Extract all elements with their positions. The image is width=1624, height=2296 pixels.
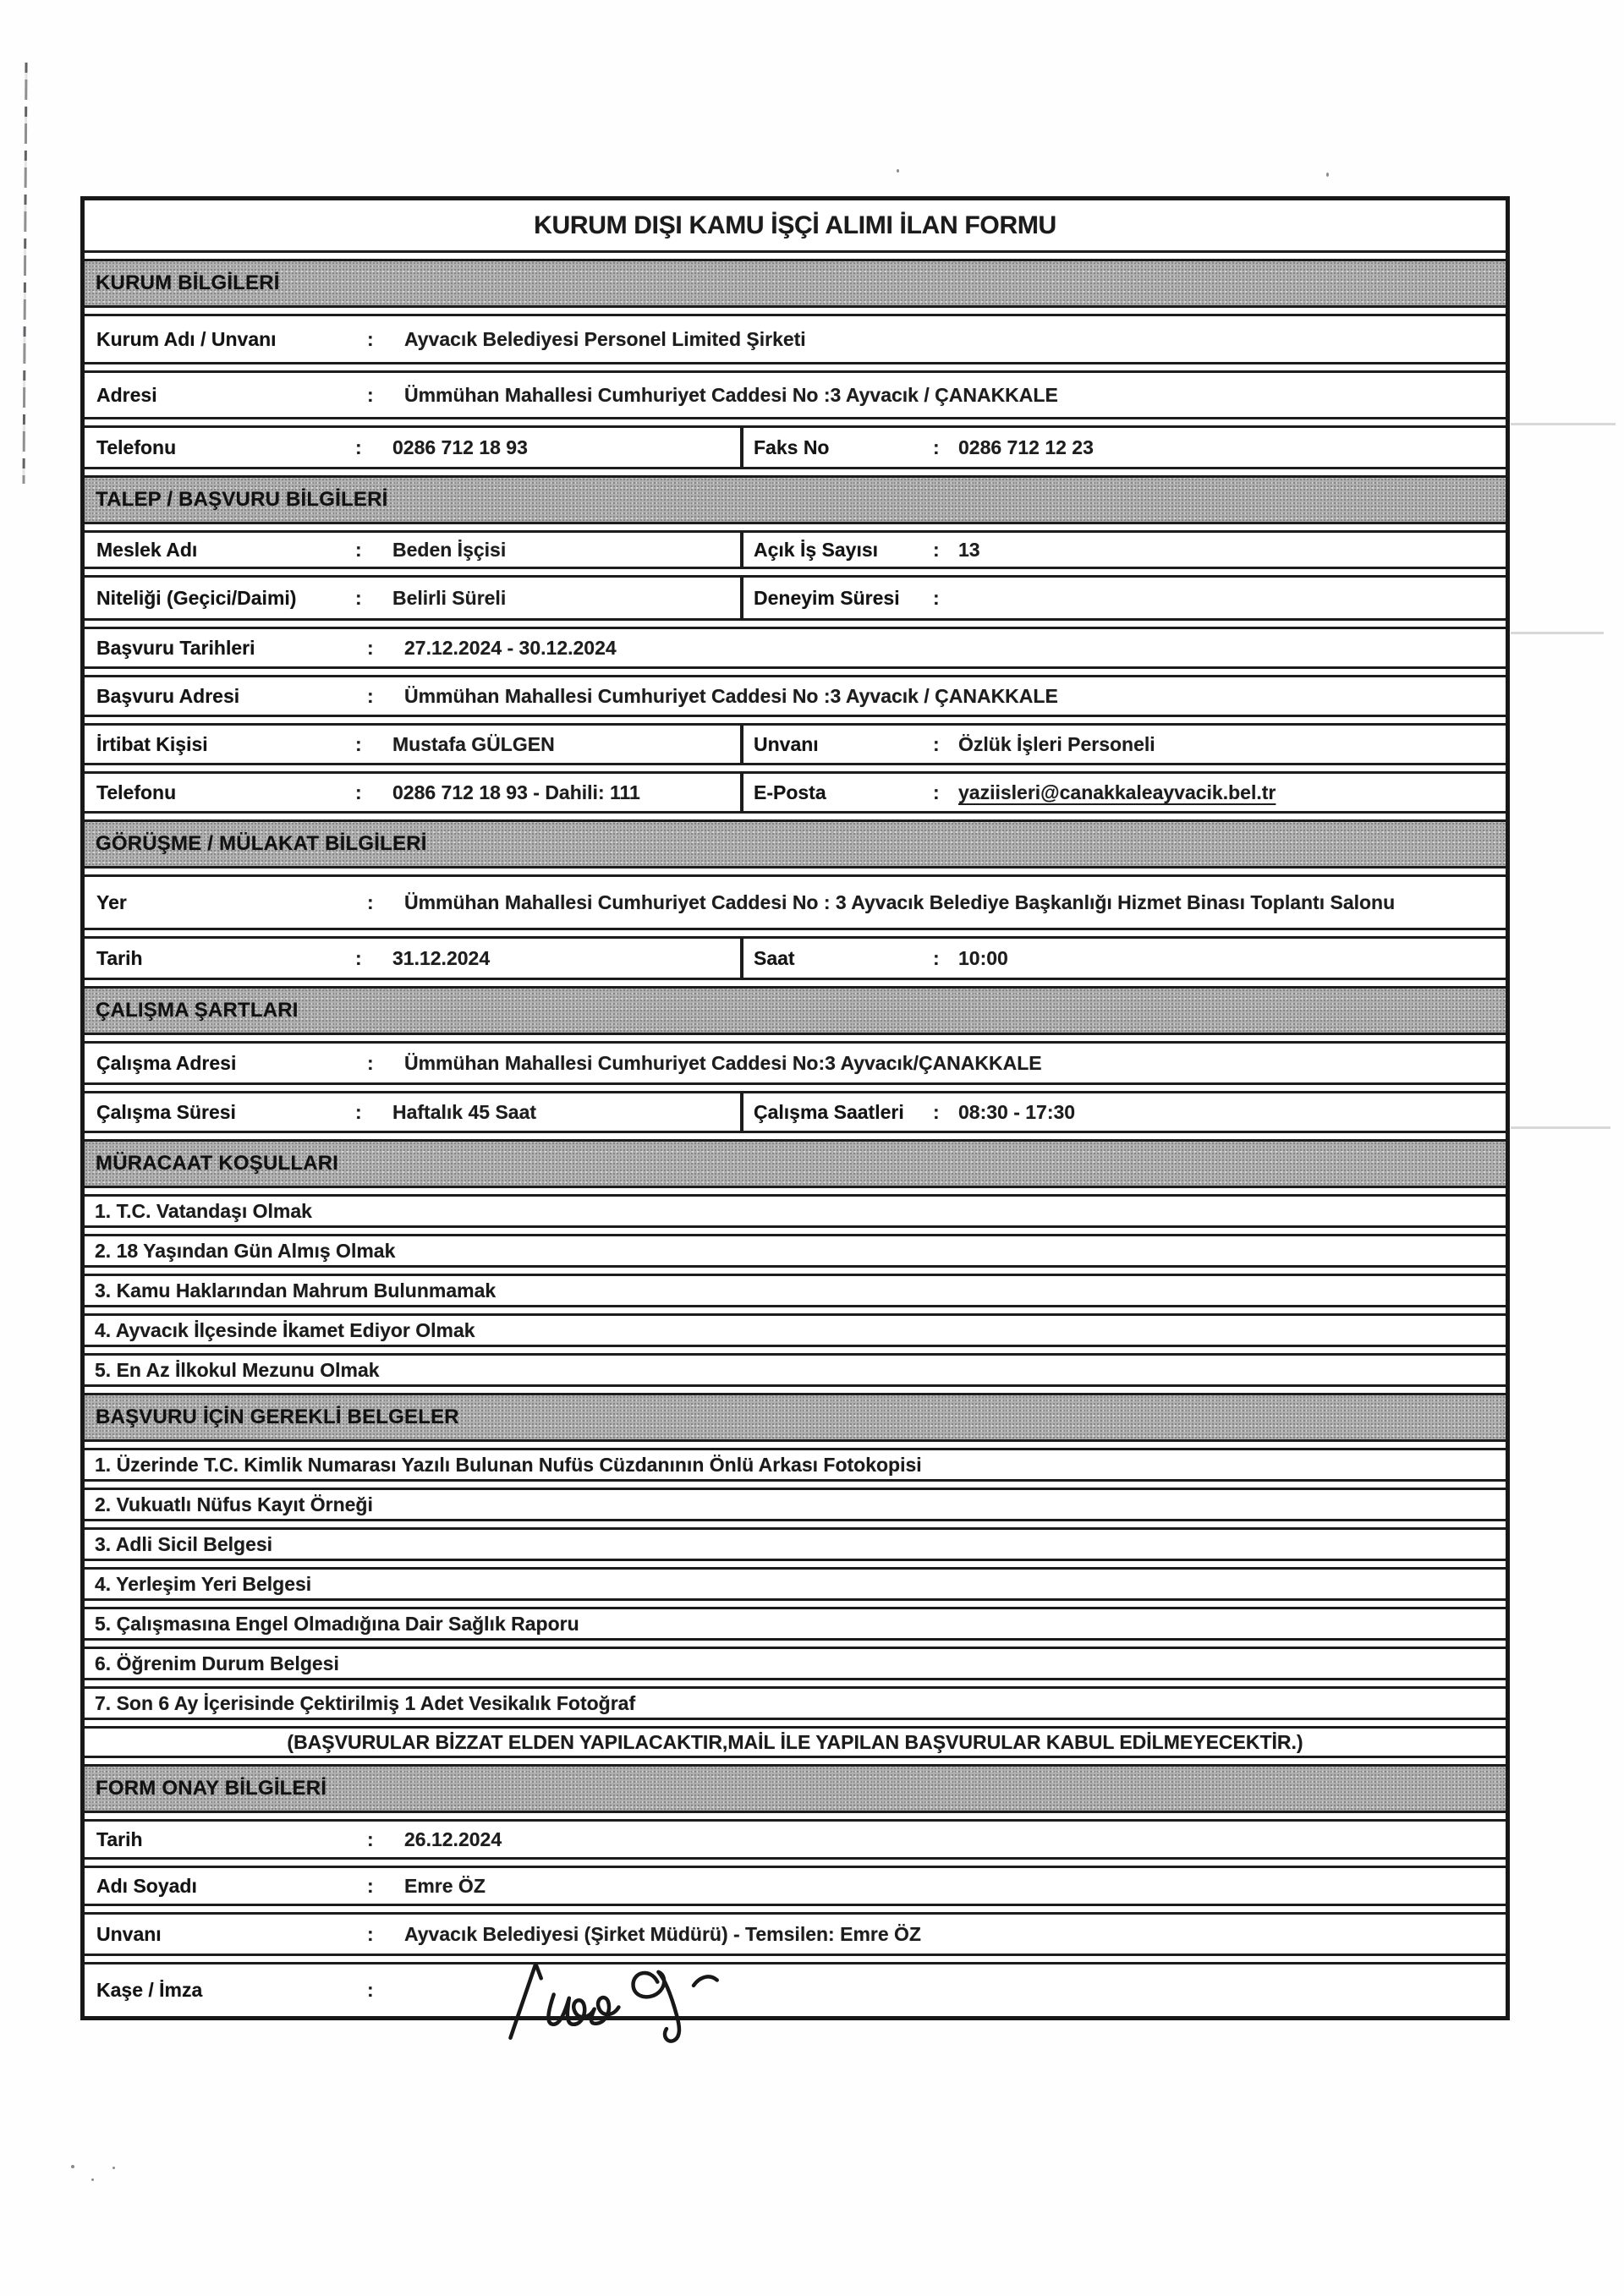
field-label: Meslek Adı	[96, 538, 198, 561]
field-value: Ümmühan Mahallesi Cumhuriyet Caddesi No : 3 Ayvacık Belediye Başkanlığı Hizmet Binası Toplantı Salonu	[404, 890, 1396, 913]
scan-streak	[1511, 1126, 1610, 1129]
field-row-meslek-acikis	[85, 530, 1506, 569]
list-item: 2. 18 Yaşından Gün Almış Olmak	[85, 1234, 1506, 1268]
colon-separator: :	[367, 327, 374, 350]
field-value: Belirli Süreli	[392, 586, 507, 609]
colon-separator: :	[367, 684, 374, 707]
cell-irtibat-kisisi	[85, 726, 740, 763]
colon-separator: :	[367, 636, 374, 659]
field-value: Ayvacık Belediyesi (Şirket Müdürü) - Temsilen: Emre ÖZ	[404, 1922, 921, 1945]
field-row-telefonu-faks	[85, 425, 1506, 469]
colon-separator: :	[933, 946, 940, 969]
cell-niteligi	[85, 578, 740, 618]
colon-separator: :	[367, 1874, 374, 1897]
list-item: 4. Ayvacık İlçesinde İkamet Ediyor Olmak	[85, 1313, 1506, 1347]
field-label: Yer	[96, 890, 127, 913]
field-label: Faks No	[754, 436, 830, 458]
email-value: yaziisleri@canakkaleayvacik.bel.tr	[958, 781, 1276, 803]
scan-speck	[91, 2178, 94, 2181]
field-label: Çalışma Adresi	[96, 1051, 237, 1074]
field-row-adi-soyadi	[85, 1866, 1506, 1906]
colon-separator: :	[933, 781, 940, 803]
colon-separator: :	[933, 586, 940, 609]
field-value: Beden İşçisi	[392, 538, 507, 561]
field-label: Telefonu	[96, 781, 177, 803]
cell-meslek-adi	[85, 533, 740, 567]
scan-streak	[1511, 423, 1616, 425]
colon-separator: :	[933, 732, 940, 755]
cell-acik-is-sayisi	[740, 533, 1506, 567]
list-item: 5. Çalışmasına Engel Olmadığına Dair Sağlık Raporu	[85, 1607, 1506, 1641]
section-header-label: BAŞVURU İÇİN GEREKLİ BELGELER	[96, 1406, 459, 1428]
field-value: Ümmühan Mahallesi Cumhuriyet Caddesi No :3 Ayvacık / ÇANAKKALE	[404, 383, 1058, 406]
field-label: E-Posta	[754, 781, 826, 803]
field-label: Çalışma Süresi	[96, 1100, 236, 1123]
scan-speck	[71, 2165, 74, 2168]
scan-streak	[1511, 632, 1604, 634]
field-label: Kaşe / İmza	[96, 1979, 203, 2001]
list-item: 7. Son 6 Ay İçerisinde Çektirilmiş 1 Adet Vesikalık Fotoğraf	[85, 1686, 1506, 1720]
field-label: Unvanı	[96, 1922, 162, 1945]
section-header-label: TALEP / BAŞVURU BİLGİLERİ	[96, 488, 388, 511]
section-header-gorusme-mulakat	[85, 819, 1506, 869]
colon-separator: :	[367, 1979, 374, 2001]
field-value: Özlük İşleri Personeli	[958, 732, 1155, 755]
field-row-adresi	[85, 370, 1506, 419]
field-label: Başvuru Adresi	[96, 684, 240, 707]
cell-telefonu-2	[85, 774, 740, 811]
cell-faks-no	[740, 428, 1506, 467]
list-item: 6. Öğrenim Durum Belgesi	[85, 1647, 1506, 1680]
form-title-row	[85, 200, 1506, 253]
cell-eposta	[740, 774, 1506, 811]
application-note-row	[85, 1726, 1506, 1758]
list-item: 1. Üzerinde T.C. Kimlik Numarası Yazılı Bulunan Nufüs Cüzdanının Önlü Arkası Fotokopisi	[85, 1448, 1506, 1482]
field-value: Ümmühan Mahallesi Cumhuriyet Caddesi No :3 Ayvacık / ÇANAKKALE	[404, 684, 1058, 707]
field-value: 10:00	[958, 946, 1008, 969]
colon-separator: :	[355, 1100, 362, 1123]
field-label: Telefonu	[96, 436, 177, 458]
list-item: 3. Adli Sicil Belgesi	[85, 1527, 1506, 1561]
colon-separator: :	[355, 732, 362, 755]
scan-speck	[1326, 173, 1329, 177]
field-value: 0286 712 12 23	[958, 436, 1094, 458]
section-header-muracaat-kosullari	[85, 1139, 1506, 1188]
cell-telefonu	[85, 428, 740, 467]
cell-tarih	[85, 939, 740, 978]
field-value: Ayvacık Belediyesi Personel Limited Şirketi	[404, 327, 806, 350]
list-item: 5. En Az İlkokul Mezunu Olmak	[85, 1353, 1506, 1387]
list-item: 2. Vukuatlı Nüfus Kayıt Örneği	[85, 1488, 1506, 1521]
scan-speck	[897, 169, 899, 173]
field-value: 27.12.2024 - 30.12.2024	[404, 636, 617, 659]
section-header-kurum-bilgileri	[85, 259, 1506, 308]
list-item: 1. T.C. Vatandaşı Olmak	[85, 1194, 1506, 1228]
field-value: 0286 712 18 93	[392, 436, 528, 458]
colon-separator: :	[355, 436, 362, 458]
field-value: Emre ÖZ	[404, 1874, 486, 1897]
form-table	[80, 196, 1510, 2020]
field-row-onay-unvani	[85, 1912, 1506, 1956]
colon-separator: :	[355, 781, 362, 803]
field-label: Başvuru Tarihleri	[96, 636, 255, 659]
field-label: Çalışma Saatleri	[754, 1100, 904, 1123]
field-value: 31.12.2024	[392, 946, 491, 969]
field-label: Deneyim Süresi	[754, 586, 900, 609]
field-value: 0286 712 18 93 - Dahili: 111	[392, 781, 640, 803]
cell-calisma-saatleri	[740, 1093, 1506, 1131]
field-value: Haftalık 45 Saat	[392, 1100, 537, 1123]
cell-deneyim-suresi	[740, 578, 1506, 618]
field-label: Açık İş Sayısı	[754, 538, 879, 561]
colon-separator: :	[355, 538, 362, 561]
field-value: Mustafa GÜLGEN	[392, 732, 555, 755]
field-label: Tarih	[96, 1827, 143, 1850]
page-title: KURUM DIŞI KAMU İŞÇİ ALIMI İLAN FORMU	[534, 211, 1056, 239]
field-row-telefon-eposta	[85, 771, 1506, 814]
section-header-talep-basvuru	[85, 475, 1506, 524]
field-label: Tarih	[96, 946, 143, 969]
field-row-basvuru-adresi	[85, 675, 1506, 717]
cell-unvani	[740, 726, 1506, 763]
field-label: Unvanı	[754, 732, 819, 755]
field-row-calisma-suresi-saatleri	[85, 1091, 1506, 1133]
field-label: Saat	[754, 946, 795, 969]
colon-separator: :	[355, 586, 362, 609]
section-header-label: KURUM BİLGİLERİ	[96, 271, 280, 294]
application-note: (BAŞVURULAR BİZZAT ELDEN YAPILACAKTIR,MAİL İLE YAPILAN BAŞVURULAR KABUL EDİLMEYECEKTİR.)	[287, 1730, 1303, 1753]
section-header-gerekli-belgeler	[85, 1393, 1506, 1442]
field-row-calisma-adresi	[85, 1041, 1506, 1085]
section-header-label: FORM ONAY BİLGİLERİ	[96, 1777, 327, 1800]
section-header-form-onay	[85, 1764, 1506, 1813]
colon-separator: :	[367, 890, 374, 913]
section-header-label: GÖRÜŞME / MÜLAKAT BİLGİLERİ	[96, 832, 427, 855]
colon-separator: :	[367, 1051, 374, 1074]
field-label: Adresi	[96, 383, 157, 406]
section-header-label: ÇALIŞMA ŞARTLARI	[96, 999, 299, 1022]
cell-calisma-suresi	[85, 1093, 740, 1131]
field-value: 13	[958, 538, 980, 561]
field-value: 26.12.2024	[404, 1827, 502, 1850]
field-label: Kurum Adı / Unvanı	[96, 327, 277, 350]
field-row-nitelik-deneyim	[85, 575, 1506, 621]
field-row-onay-tarih	[85, 1819, 1506, 1860]
field-row-kase-imza	[85, 1962, 1506, 2016]
field-label: Adı Soyadı	[96, 1874, 197, 1897]
scan-artifact-vertical-line	[22, 63, 27, 484]
list-item: 3. Kamu Haklarından Mahrum Bulunmamak	[85, 1274, 1506, 1307]
colon-separator: :	[367, 383, 374, 406]
colon-separator: :	[367, 1922, 374, 1945]
field-label: Niteliği (Geçici/Daimi)	[96, 586, 297, 609]
field-row-yer	[85, 874, 1506, 930]
section-header-calisma-sartlari	[85, 986, 1506, 1035]
field-row-tarih-saat	[85, 936, 1506, 980]
field-value: 08:30 - 17:30	[958, 1100, 1076, 1123]
section-header-label: MÜRACAAT KOŞULLARI	[96, 1152, 339, 1175]
colon-separator: :	[933, 1100, 940, 1123]
colon-separator: :	[355, 946, 362, 969]
colon-separator: :	[933, 436, 940, 458]
list-item: 4. Yerleşim Yeri Belgesi	[85, 1567, 1506, 1601]
colon-separator: :	[367, 1827, 374, 1850]
field-label: İrtibat Kişisi	[96, 732, 208, 755]
signature-scribble	[491, 1951, 761, 2051]
field-row-kurum-adi	[85, 314, 1506, 364]
field-row-irtibat-unvan	[85, 723, 1506, 765]
field-row-basvuru-tarihleri	[85, 627, 1506, 669]
scan-speck	[112, 2167, 115, 2169]
cell-saat	[740, 939, 1506, 978]
colon-separator: :	[933, 538, 940, 561]
field-value: Ümmühan Mahallesi Cumhuriyet Caddesi No:3 Ayvacık/ÇANAKKALE	[404, 1051, 1042, 1074]
